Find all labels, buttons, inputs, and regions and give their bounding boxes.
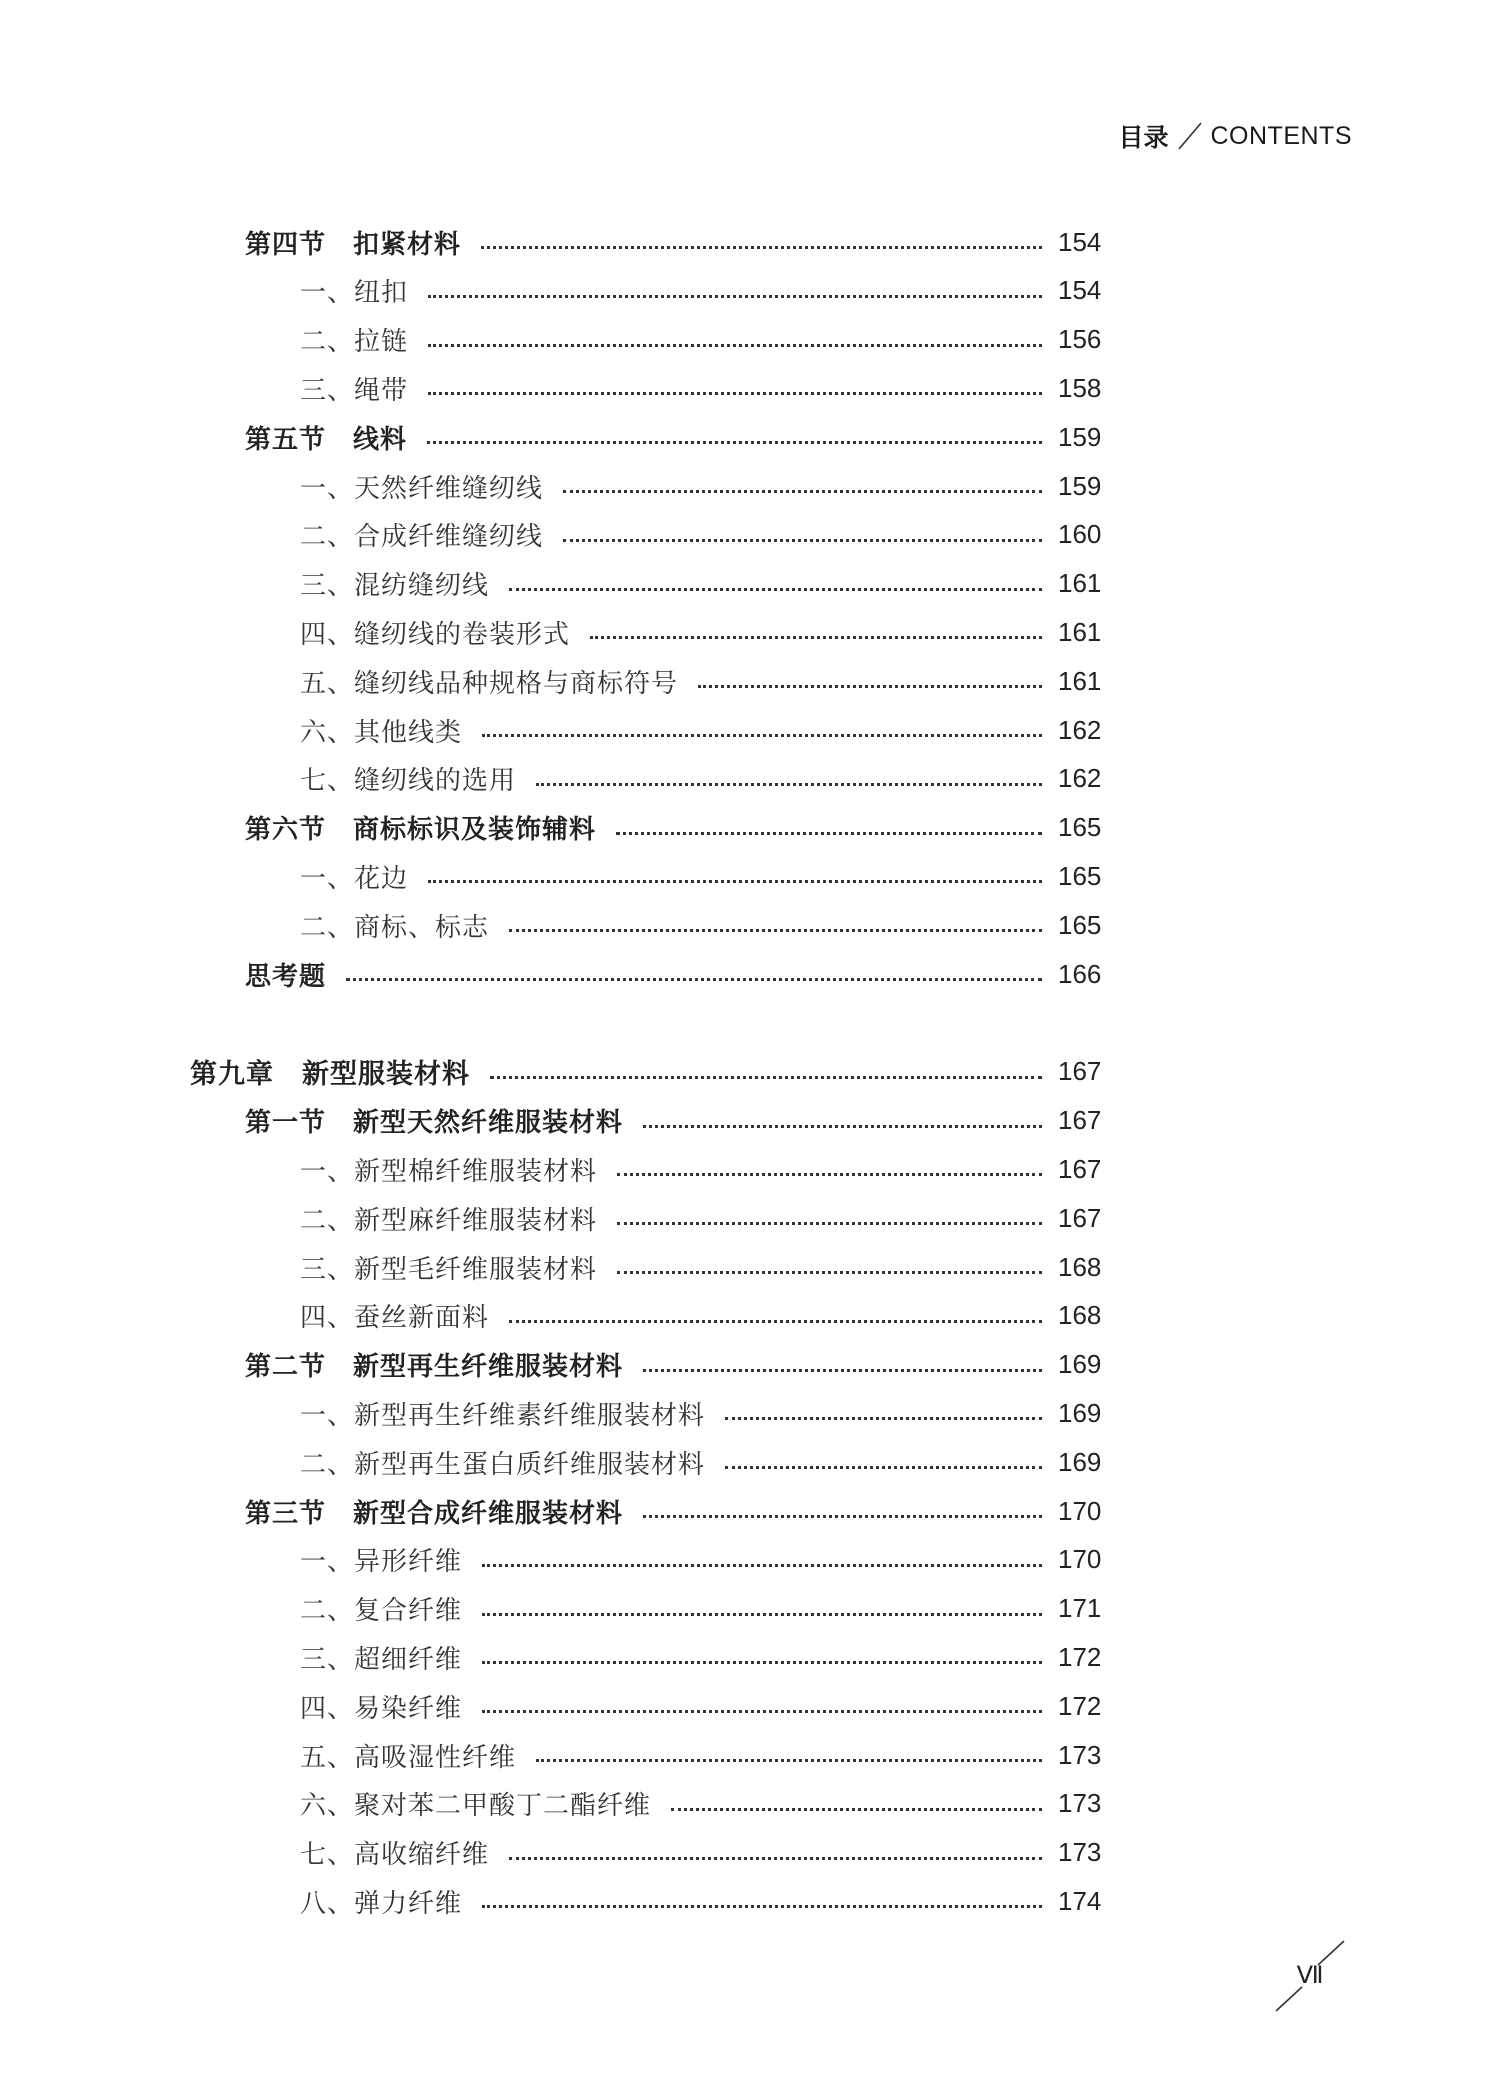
toc-entry-page-number: 169 bbox=[1058, 1397, 1102, 1428]
dot-leader bbox=[490, 1076, 1042, 1079]
toc-entry-page-number: 166 bbox=[1058, 958, 1102, 989]
toc-section-entry bbox=[245, 1491, 1102, 1531]
toc-entry-page-number: 171 bbox=[1058, 1593, 1102, 1624]
toc-subsection-entry bbox=[300, 1735, 1102, 1775]
toc-entry-label: 二、复合纤维 bbox=[300, 1596, 463, 1627]
dot-leader bbox=[643, 1515, 1042, 1518]
toc-entry-page-number: 174 bbox=[1058, 1885, 1102, 1916]
toc-entry-label: 六、聚对苯二甲酸丁二酯纤维 bbox=[300, 1791, 652, 1822]
dot-leader bbox=[536, 783, 1042, 786]
toc-entry-page-number: 161 bbox=[1058, 616, 1102, 647]
dot-leader bbox=[482, 1905, 1042, 1908]
toc-entry-page-number: 168 bbox=[1058, 1300, 1102, 1331]
toc-section-entry bbox=[245, 954, 1102, 994]
toc-entry-page-number: 165 bbox=[1058, 909, 1102, 940]
slash-divider-icon bbox=[1175, 121, 1205, 151]
toc-entry-label: 一、花边 bbox=[300, 863, 409, 894]
folio-numeral: Ⅶ bbox=[1296, 1963, 1324, 1989]
dot-leader bbox=[643, 1125, 1042, 1128]
toc-entry-page-number: 162 bbox=[1058, 714, 1102, 745]
toc-entry-page-number: 154 bbox=[1058, 275, 1102, 306]
toc-entry-label: 第四节 扣紧材料 bbox=[245, 229, 462, 260]
toc-entry-label: 三、超细纤维 bbox=[300, 1644, 463, 1675]
toc-entry-page-number: 167 bbox=[1058, 1153, 1102, 1184]
toc-entry-label: 一、异形纤维 bbox=[300, 1547, 463, 1578]
toc-subsection-entry bbox=[300, 368, 1102, 408]
dot-leader bbox=[617, 1222, 1042, 1225]
toc-subsection-entry bbox=[300, 1198, 1102, 1238]
toc-entry-page-number: 169 bbox=[1058, 1349, 1102, 1380]
dot-leader bbox=[617, 1173, 1042, 1176]
toc-entry-label: 二、新型再生蛋白质纤维服装材料 bbox=[300, 1449, 706, 1480]
dot-leader bbox=[590, 636, 1042, 639]
header-title-cn: 目录 bbox=[1118, 123, 1169, 152]
toc-entry-label: 七、缝纫线的选用 bbox=[300, 766, 517, 797]
toc-entry-page-number: 167 bbox=[1058, 1056, 1102, 1087]
toc-entry-label: 第二节 新型再生纤维服装材料 bbox=[245, 1352, 624, 1383]
toc-entry-page-number: 159 bbox=[1058, 470, 1102, 501]
toc-entry-label: 三、混纺缝纫线 bbox=[300, 571, 490, 602]
dot-leader bbox=[509, 1320, 1042, 1323]
toc-entry-page-number: 170 bbox=[1058, 1544, 1102, 1575]
toc-entry-page-number: 161 bbox=[1058, 665, 1102, 696]
toc-subsection-entry bbox=[300, 1686, 1102, 1726]
toc-entry-page-number: 168 bbox=[1058, 1251, 1102, 1282]
toc-entry-label: 三、新型毛纤维服装材料 bbox=[300, 1254, 598, 1285]
dot-leader bbox=[482, 1661, 1042, 1664]
dot-leader bbox=[428, 392, 1042, 395]
dot-leader bbox=[671, 1808, 1042, 1811]
dot-leader bbox=[616, 832, 1042, 835]
dot-leader bbox=[427, 441, 1042, 444]
toc-entry-label: 一、天然纤维缝纫线 bbox=[300, 473, 544, 504]
toc-subsection-entry bbox=[300, 1784, 1102, 1824]
toc-section-entry bbox=[245, 222, 1102, 262]
toc-subsection-entry bbox=[300, 1296, 1102, 1336]
toc-entry-label: 第三节 新型合成纤维服装材料 bbox=[245, 1498, 624, 1529]
toc-entry-page-number: 172 bbox=[1058, 1690, 1102, 1721]
toc-subsection-entry bbox=[300, 1881, 1102, 1921]
toc-entry-label: 二、新型麻纤维服装材料 bbox=[300, 1205, 598, 1236]
toc-entry-label: 五、缝纫线品种规格与商标符号 bbox=[300, 668, 679, 699]
toc-entry-label: 二、商标、标志 bbox=[300, 912, 490, 943]
toc-entry-page-number: 170 bbox=[1058, 1495, 1102, 1526]
toc-section-entry bbox=[245, 1101, 1102, 1141]
toc-subsection-entry bbox=[300, 1149, 1102, 1189]
toc-chapter-entry bbox=[190, 1052, 1102, 1092]
toc-entry-page-number: 167 bbox=[1058, 1105, 1102, 1136]
toc-entry-label: 一、新型再生纤维素纤维服装材料 bbox=[300, 1400, 706, 1431]
toc-entry-page-number: 159 bbox=[1058, 421, 1102, 452]
toc-entry-page-number: 161 bbox=[1058, 568, 1102, 599]
toc-entry-label: 第一节 新型天然纤维服装材料 bbox=[245, 1108, 624, 1139]
toc-subsection-entry bbox=[300, 856, 1102, 896]
toc-entry-label: 六、其他线类 bbox=[300, 717, 463, 748]
toc-entry-page-number: 165 bbox=[1058, 860, 1102, 891]
dot-leader bbox=[428, 344, 1042, 347]
header-title-en: CONTENTS bbox=[1210, 121, 1352, 150]
toc-section-entry bbox=[245, 1345, 1102, 1385]
toc-entry-page-number: 162 bbox=[1058, 763, 1102, 794]
toc-entry-page-number: 173 bbox=[1058, 1788, 1102, 1819]
dot-leader bbox=[428, 880, 1042, 883]
toc-subsection-entry bbox=[300, 1540, 1102, 1580]
dot-leader bbox=[509, 1857, 1042, 1860]
dot-leader bbox=[698, 685, 1042, 688]
dot-leader bbox=[481, 246, 1042, 249]
toc-subsection-entry bbox=[300, 759, 1102, 799]
toc-entry-page-number: 154 bbox=[1058, 226, 1102, 257]
dot-leader bbox=[346, 978, 1042, 981]
toc-entry-label: 八、弹力纤维 bbox=[300, 1888, 463, 1919]
dot-leader bbox=[482, 1710, 1042, 1713]
dot-leader bbox=[509, 588, 1042, 591]
toc-entry-page-number: 167 bbox=[1058, 1202, 1102, 1233]
toc-entry-label: 七、高收缩纤维 bbox=[300, 1840, 490, 1871]
toc-entry-label: 第六节 商标标识及装饰辅料 bbox=[245, 815, 597, 846]
toc-subsection-entry bbox=[300, 1247, 1102, 1287]
toc-entry-label: 第九章 新型服装材料 bbox=[190, 1059, 470, 1091]
toc-subsection-entry bbox=[300, 1393, 1102, 1433]
toc-entry-label: 四、缝纫线的卷装形式 bbox=[300, 619, 571, 650]
toc-subsection-entry bbox=[300, 271, 1102, 311]
toc-subsection-entry bbox=[300, 1442, 1102, 1482]
toc-entry-label: 二、合成纤维缝纫线 bbox=[300, 522, 544, 553]
toc-section-entry bbox=[245, 808, 1102, 848]
toc-subsection-entry bbox=[300, 1637, 1102, 1677]
toc-entry-label: 四、易染纤维 bbox=[300, 1693, 463, 1724]
toc-entry-label: 四、蚕丝新面料 bbox=[300, 1303, 490, 1334]
toc-entry-page-number: 173 bbox=[1058, 1837, 1102, 1868]
toc-entry-page-number: 165 bbox=[1058, 812, 1102, 843]
toc-subsection-entry bbox=[300, 564, 1102, 604]
toc-entry-page-number: 156 bbox=[1058, 324, 1102, 355]
toc-entry-label: 三、绳带 bbox=[300, 375, 409, 406]
toc-subsection-entry bbox=[300, 320, 1102, 360]
dot-leader bbox=[482, 734, 1042, 737]
toc-subsection-entry bbox=[300, 1589, 1102, 1629]
toc-entry-page-number: 160 bbox=[1058, 519, 1102, 550]
dot-leader bbox=[563, 490, 1042, 493]
toc-entry-label: 五、高吸湿性纤维 bbox=[300, 1742, 517, 1773]
toc-subsection-entry bbox=[300, 905, 1102, 945]
running-header bbox=[1118, 118, 1352, 154]
toc-section-entry bbox=[245, 417, 1102, 457]
toc-entry-page-number: 172 bbox=[1058, 1641, 1102, 1672]
dot-leader bbox=[563, 539, 1042, 542]
dot-leader bbox=[536, 1759, 1042, 1762]
toc-subsection-entry bbox=[300, 466, 1102, 506]
toc-entry-label: 第五节 线料 bbox=[245, 424, 408, 455]
dot-leader bbox=[725, 1417, 1042, 1420]
toc-subsection-entry bbox=[300, 1833, 1102, 1873]
toc-entry-page-number: 173 bbox=[1058, 1739, 1102, 1770]
dot-leader bbox=[482, 1564, 1042, 1567]
toc-subsection-entry bbox=[300, 710, 1102, 750]
page-folio bbox=[1270, 1935, 1350, 2015]
dot-leader bbox=[428, 295, 1042, 298]
toc-entry-page-number: 158 bbox=[1058, 372, 1102, 403]
toc-entry-label: 二、拉链 bbox=[300, 327, 409, 358]
toc-entry-page-number: 169 bbox=[1058, 1446, 1102, 1477]
toc-subsection-entry bbox=[300, 661, 1102, 701]
toc-entry-label: 一、新型棉纤维服装材料 bbox=[300, 1156, 598, 1187]
dot-leader bbox=[643, 1369, 1042, 1372]
toc-subsection-entry bbox=[300, 612, 1102, 652]
toc-entry-label: 思考题 bbox=[245, 961, 327, 992]
dot-leader bbox=[725, 1466, 1042, 1469]
dot-leader bbox=[617, 1271, 1042, 1274]
toc-entry-label: 一、纽扣 bbox=[300, 278, 409, 309]
dot-leader bbox=[509, 929, 1042, 932]
toc-subsection-entry bbox=[300, 515, 1102, 555]
dot-leader bbox=[482, 1613, 1042, 1616]
